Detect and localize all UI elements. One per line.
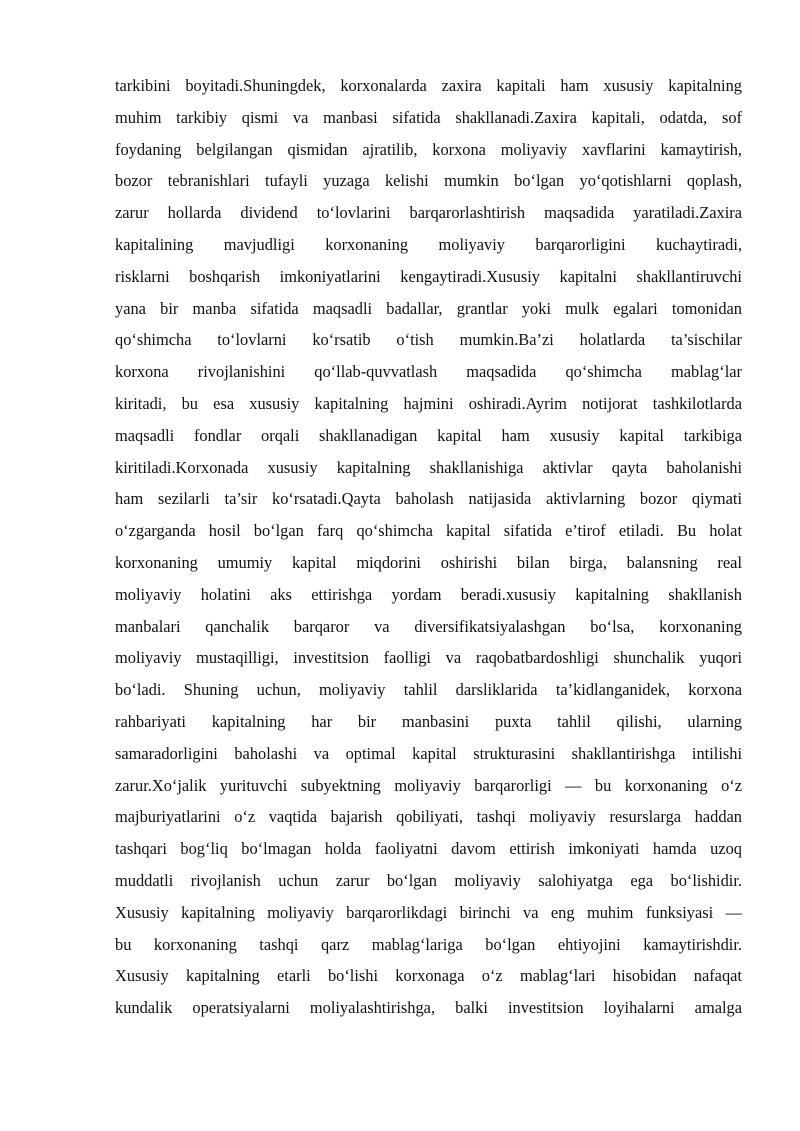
- text-line: kiritadi, bu esa xususiy kapitalning hajmini oshiradi.Ayrim notijorat tashkilotlarda: [115, 393, 742, 413]
- text-line: boʻladi. Shuning uchun, moliyaviy tahlil darsliklarida ta’kidlanganidek, korxona: [115, 680, 742, 700]
- text-line: korxona rivojlanishini qoʻllab-quvvatlash maqsadida qoʻshimcha mablagʻlar: [115, 362, 742, 382]
- text-line: tarkibini boyitadi.Shuningdek, korxonalarda zaxira kapitali ham xususiy kapitalning: [115, 76, 742, 95]
- text-line: yana bir manba sifatida maqsadli badallar, grantlar yoki mulk egalari tomonidan: [115, 298, 742, 318]
- text-line: moliyaviy mustaqilligi, investitsion faolligi va raqobatbardoshligi shunchalik yuqori: [115, 648, 742, 668]
- text-line: qoʻshimcha toʻlovlarni koʻrsatib oʻtish mumkin.Ba’zi holatlarda ta’sischilar: [115, 330, 742, 350]
- text-line: tashqari bogʻliq boʻlmagan holda faoliyatni davom ettirish imkoniyati hamda uzoq: [115, 839, 742, 859]
- text-line: oʻzgarganda hosil boʻlgan farq qoʻshimcha kapital sifatida e’tirof etiladi. Bu holat: [115, 521, 742, 541]
- text-line: Xususiy kapitalning etarli boʻlishi korxonaga oʻz mablagʻlari hisobidan nafaqat: [115, 966, 742, 986]
- body-text: [115, 70, 742, 1024]
- text-line: korxonaning umumiy kapital miqdorini oshirishi bilan birga, balansning real: [115, 552, 742, 572]
- text-line: rahbariyati kapitalning har bir manbasini puxta tahlil qilishi, ularning: [115, 711, 742, 731]
- text-line: zarur.Xoʻjalik yurituvchi subyektning moliyaviy barqarorligi — bu korxonaning oʻz: [115, 775, 742, 795]
- text-line: majburiyatlarini oʻz vaqtida bajarish qobiliyati, tashqi moliyaviy resurslarga haddan: [115, 807, 742, 827]
- text-line: ham sezilarli ta’sir koʻrsatadi.Qayta baholash natijasida aktivlarning bozor qiymati: [115, 489, 742, 509]
- text-line: samaradorligini baholashi va optimal kapital strukturasini shakllantirishga intilishi: [115, 743, 742, 763]
- text-line: moliyaviy holatini aks ettirishga yordam beradi.xususiy kapitalning shakllanish: [115, 584, 742, 604]
- text-line: Xususiy kapitalning moliyaviy barqarorlikdagi birinchi va eng muhim funksiyasi —: [115, 902, 742, 922]
- text-line: risklarni boshqarish imkoniyatlarini kengaytiradi.Xususiy kapitalni shakllantiruvchi: [115, 266, 742, 286]
- text-line: kiritiladi.Korxonada xususiy kapitalning shakllanishiga aktivlar qayta baholanishi: [115, 457, 742, 477]
- text-line: maqsadli fondlar orqali shakllanadigan kapital ham xususiy kapital tarkibiga: [115, 425, 742, 445]
- text-line: bu korxonaning tashqi qarz mablagʻlariga boʻlgan ehtiyojini kamaytirishdir.: [115, 934, 742, 954]
- text-line: muddatli rivojlanish uchun zarur boʻlgan moliyaviy salohiyatga ega boʻlishidir.: [115, 870, 742, 890]
- text-line: kapitalining mavjudligi korxonaning moliyaviy barqarorligini kuchaytiradi,: [115, 234, 742, 254]
- text-line: kundalik operatsiyalarni moliyalashtirishga, balki investitsion loyihalarni amalga: [115, 998, 742, 1018]
- text-line: manbalari qanchalik barqaror va diversifikatsiyalashgan boʻlsa, korxonaning: [115, 616, 742, 636]
- text-line: foydaning belgilangan qismidan ajratilib, korxona moliyaviy xavflarini kamaytirish,: [115, 139, 742, 159]
- text-line: zarur hollarda dividend toʻlovlarini barqarorlashtirish maqsadida yaratiladi.Zaxira: [115, 203, 742, 223]
- text-line: muhim tarkibiy qismi va manbasi sifatida shakllanadi.Zaxira kapitali, odatda, sof: [115, 107, 742, 127]
- text-line: bozor tebranishlari tufayli yuzaga kelishi mumkin boʻlgan yoʻqotishlarni qoplash,: [115, 171, 742, 191]
